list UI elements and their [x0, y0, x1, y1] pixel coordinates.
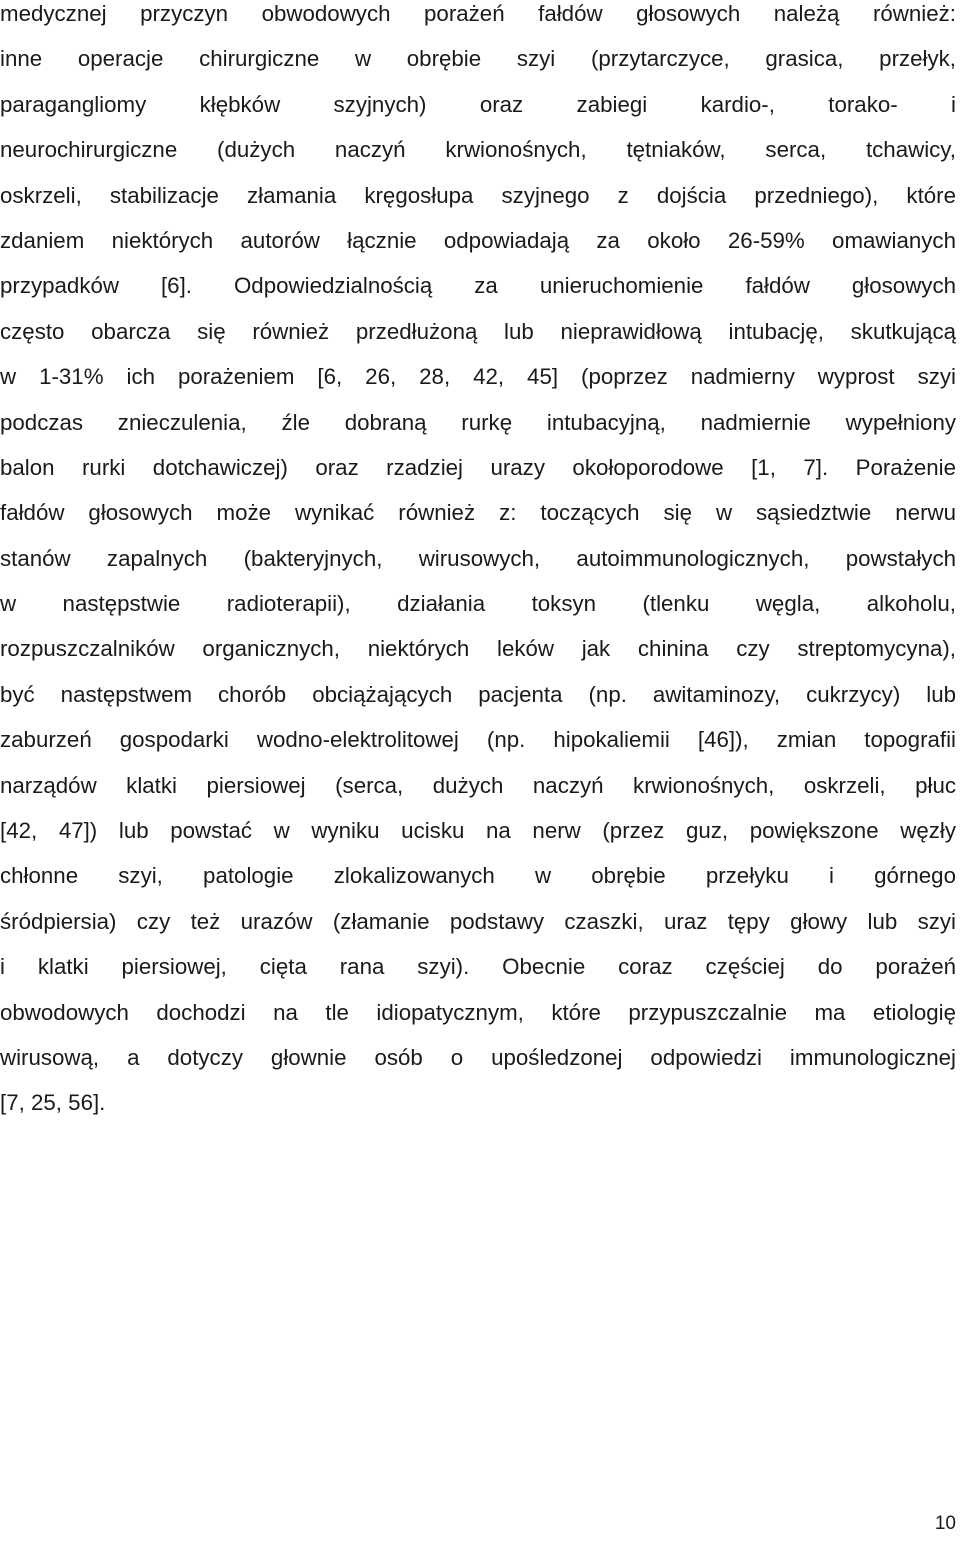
text-line-7: przypadków [6]. Odpowiedzialnością za unieruchomienie fałdów głosowych: [0, 273, 956, 299]
text-line-4: neurochirurgiczne (dużych naczyń krwionośnych, tętniaków, serca, tchawicy,: [0, 137, 956, 163]
text-line-24: wirusową, a dotyczy głownie osób o upośledzonej odpowiedzi immunologicznej: [0, 1044, 956, 1070]
text-line-6: zdaniem niektórych autorów łącznie odpowiadają za około 26-59% omawianych: [0, 227, 956, 253]
text-line-13: stanów zapalnych (bakteryjnych, wirusowych, autoimmunologicznych, powstałych: [0, 545, 956, 571]
page-number: 10: [934, 1513, 956, 1534]
text-line-9: w 1-31% ich porażeniem [6, 26, 28, 42, 45] (poprzez nadmierny wyprost szyi: [0, 364, 956, 390]
text-line-25: [7, 25, 56].: [0, 1090, 106, 1116]
text-line-10: podczas znieczulenia, źle dobraną rurkę intubacyjną, nadmiernie wypełniony: [0, 409, 956, 435]
text-line-18: narządów klatki piersiowej (serca, dużych naczyń krwionośnych, oskrzeli, płuc: [0, 772, 956, 798]
text-line-2: inne operacje chirurgiczne w obrębie szyi (przytarczyce, grasica, przełyk,: [0, 46, 956, 72]
text-line-20: chłonne szyi, patologie zlokalizowanych w obrębie przełyku i górnego: [0, 863, 956, 889]
text-line-17: zaburzeń gospodarki wodno-elektrolitowej (np. hipokaliemii [46]), zmian topografii: [0, 727, 956, 753]
text-line-16: być następstwem chorób obciążających pacjenta (np. awitaminozy, cukrzycy) lub: [0, 681, 956, 707]
text-line-21: śródpiersia) czy też urazów (złamanie podstawy czaszki, uraz tępy głowy lub szyi: [0, 908, 956, 934]
text-line-1: medycznej przyczyn obwodowych porażeń fałdów głosowych należą również:: [0, 1, 956, 26]
text-line-8: często obarcza się również przedłużoną lub nieprawidłową intubację, skutkującą: [0, 318, 956, 344]
text-line-14: w następstwie radioterapii), działania toksyn (tlenku węgla, alkoholu,: [0, 591, 956, 617]
text-line-3: paragangliomy kłębków szyjnych) oraz zabiegi kardio-, torako- i: [0, 91, 956, 117]
text-line-11: balon rurki dotchawiczej) oraz rzadziej urazy okołoporodowe [1, 7]. Porażenie: [0, 454, 956, 480]
text-line-5: oskrzeli, stabilizacje złamania kręgosłupa szyjnego z dojścia przedniego), które: [0, 182, 956, 208]
text-line-19: [42, 47]) lub powstać w wyniku ucisku na nerw (przez guz, powiększone węzły: [0, 818, 956, 844]
text-line-15: rozpuszczalników organicznych, niektórych leków jak chinina czy streptomycyna),: [0, 636, 956, 662]
text-line-12: fałdów głosowych może wynikać również z: toczących się w sąsiedztwie nerwu: [0, 500, 956, 526]
text-line-22: i klatki piersiowej, cięta rana szyi). Obecnie coraz częściej do porażeń: [0, 954, 956, 980]
text-line-23: obwodowych dochodzi na tle idiopatycznym, które przypuszczalnie ma etiologię: [0, 999, 956, 1025]
